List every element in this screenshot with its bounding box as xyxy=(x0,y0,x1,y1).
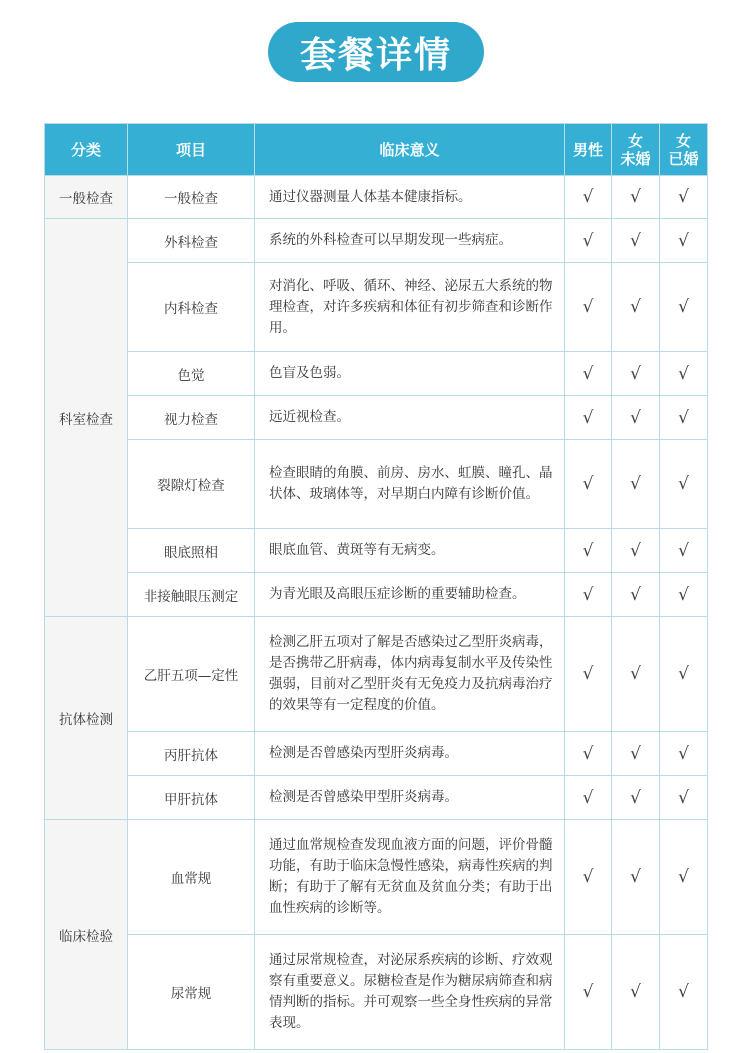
check-mark-married: √ xyxy=(660,820,708,935)
check-mark-married: √ xyxy=(660,617,708,732)
page-title-banner xyxy=(268,22,484,82)
item-cell: 视力检查 xyxy=(128,396,255,440)
check-mark-married: √ xyxy=(660,176,708,219)
check-mark-unmarried: √ xyxy=(612,529,660,573)
check-mark-male: √ xyxy=(565,440,612,529)
check-mark-unmarried: √ xyxy=(612,573,660,617)
table-header-row xyxy=(45,124,708,176)
item-cell: 眼底照相 xyxy=(128,529,255,573)
item-cell: 乙肝五项—定性 xyxy=(128,617,255,732)
check-mark-unmarried: √ xyxy=(612,820,660,935)
table-row xyxy=(45,529,708,573)
check-mark-unmarried: √ xyxy=(612,440,660,529)
check-mark-married: √ xyxy=(660,263,708,352)
check-mark-married: √ xyxy=(660,776,708,820)
check-mark-married: √ xyxy=(660,573,708,617)
table-row xyxy=(45,617,708,732)
check-mark-unmarried: √ xyxy=(612,219,660,263)
check-mark-male: √ xyxy=(565,176,612,219)
meaning-cell: 检测是否曾感染丙型肝炎病毒。 xyxy=(255,732,565,776)
item-cell: 甲肝抗体 xyxy=(128,776,255,820)
item-cell: 非接触眼压测定 xyxy=(128,573,255,617)
meaning-cell: 远近视检查。 xyxy=(255,396,565,440)
check-mark-male: √ xyxy=(565,396,612,440)
category-cell: 临床检验 xyxy=(45,820,128,1050)
check-mark-married: √ xyxy=(660,219,708,263)
table-row xyxy=(45,573,708,617)
check-mark-married: √ xyxy=(660,352,708,396)
check-mark-unmarried: √ xyxy=(612,617,660,732)
page-title: 套餐详情 xyxy=(299,34,452,76)
check-mark-married: √ xyxy=(660,935,708,1050)
package-detail-table xyxy=(44,123,708,1050)
item-cell: 色觉 xyxy=(128,352,255,396)
table-row xyxy=(45,935,708,1050)
meaning-cell: 对消化、呼吸、循环、神经、泌尿五大系统的物理检查，对许多疾病和体征有初步筛查和诊断作用。 xyxy=(255,263,565,352)
header-male: 男性 xyxy=(565,124,612,176)
table-row xyxy=(45,176,708,219)
check-mark-unmarried: √ xyxy=(612,935,660,1050)
check-mark-unmarried: √ xyxy=(612,732,660,776)
item-cell: 血常规 xyxy=(128,820,255,935)
meaning-cell: 通过血常规检查发现血液方面的问题，评价骨髓功能，有助于临床急慢性感染，病毒性疾病的判断；有助于了解有无贫血及贫血分类；有助于出血性疾病的诊断等。 xyxy=(255,820,565,935)
check-mark-unmarried: √ xyxy=(612,776,660,820)
header-meaning: 临床意义 xyxy=(255,124,565,176)
header-female-unmarried: 女 未婚 xyxy=(612,124,660,176)
check-mark-male: √ xyxy=(565,820,612,935)
meaning-cell: 系统的外科检查可以早期发现一些病症。 xyxy=(255,219,565,263)
check-mark-male: √ xyxy=(565,776,612,820)
table-row xyxy=(45,219,708,263)
meaning-cell: 检测是否曾感染甲型肝炎病毒。 xyxy=(255,776,565,820)
check-mark-married: √ xyxy=(660,440,708,529)
meaning-cell: 检查眼睛的角膜、前房、房水、虹膜、瞳孔、晶状体、玻璃体等，对早期白内障有诊断价值。 xyxy=(255,440,565,529)
meaning-cell: 通过仪器测量人体基本健康指标。 xyxy=(255,176,565,219)
check-mark-unmarried: √ xyxy=(612,396,660,440)
table-row xyxy=(45,820,708,935)
header-item: 项目 xyxy=(128,124,255,176)
category-cell: 抗体检测 xyxy=(45,617,128,820)
check-mark-male: √ xyxy=(565,935,612,1050)
check-mark-married: √ xyxy=(660,732,708,776)
meaning-cell: 色盲及色弱。 xyxy=(255,352,565,396)
category-cell: 科室检查 xyxy=(45,219,128,617)
table-row xyxy=(45,440,708,529)
item-cell: 一般检查 xyxy=(128,176,255,219)
table-row xyxy=(45,776,708,820)
check-mark-male: √ xyxy=(565,529,612,573)
header-category: 分类 xyxy=(45,124,128,176)
check-mark-male: √ xyxy=(565,219,612,263)
meaning-cell: 通过尿常规检查，对泌尿系疾病的诊断、疗效观察有重要意义。尿糖检查是作为糖尿病筛查和病情判断的指标。并可观察一些全身性疾病的异常表现。 xyxy=(255,935,565,1050)
check-mark-unmarried: √ xyxy=(612,176,660,219)
check-mark-male: √ xyxy=(565,732,612,776)
item-cell: 外科检查 xyxy=(128,219,255,263)
check-mark-male: √ xyxy=(565,573,612,617)
meaning-cell: 检测乙肝五项对了解是否感染过乙型肝炎病毒，是否携带乙肝病毒，体内病毒复制水平及传染性强弱，目前对乙型肝炎有无免疫力及抗病毒治疗的效果等有一定程度的价值。 xyxy=(255,617,565,732)
item-cell: 内科检查 xyxy=(128,263,255,352)
meaning-cell: 眼底血管、黄斑等有无病变。 xyxy=(255,529,565,573)
check-mark-male: √ xyxy=(565,352,612,396)
check-mark-unmarried: √ xyxy=(612,263,660,352)
table-row xyxy=(45,396,708,440)
check-mark-unmarried: √ xyxy=(612,352,660,396)
item-cell: 裂隙灯检查 xyxy=(128,440,255,529)
meaning-cell: 为青光眼及高眼压症诊断的重要辅助检查。 xyxy=(255,573,565,617)
table-row xyxy=(45,732,708,776)
item-cell: 尿常规 xyxy=(128,935,255,1050)
check-mark-male: √ xyxy=(565,263,612,352)
header-female-married: 女 已婚 xyxy=(660,124,708,176)
check-mark-married: √ xyxy=(660,529,708,573)
table-row xyxy=(45,352,708,396)
item-cell: 丙肝抗体 xyxy=(128,732,255,776)
check-mark-married: √ xyxy=(660,396,708,440)
table-row xyxy=(45,263,708,352)
category-cell: 一般检查 xyxy=(45,176,128,219)
check-mark-male: √ xyxy=(565,617,612,732)
